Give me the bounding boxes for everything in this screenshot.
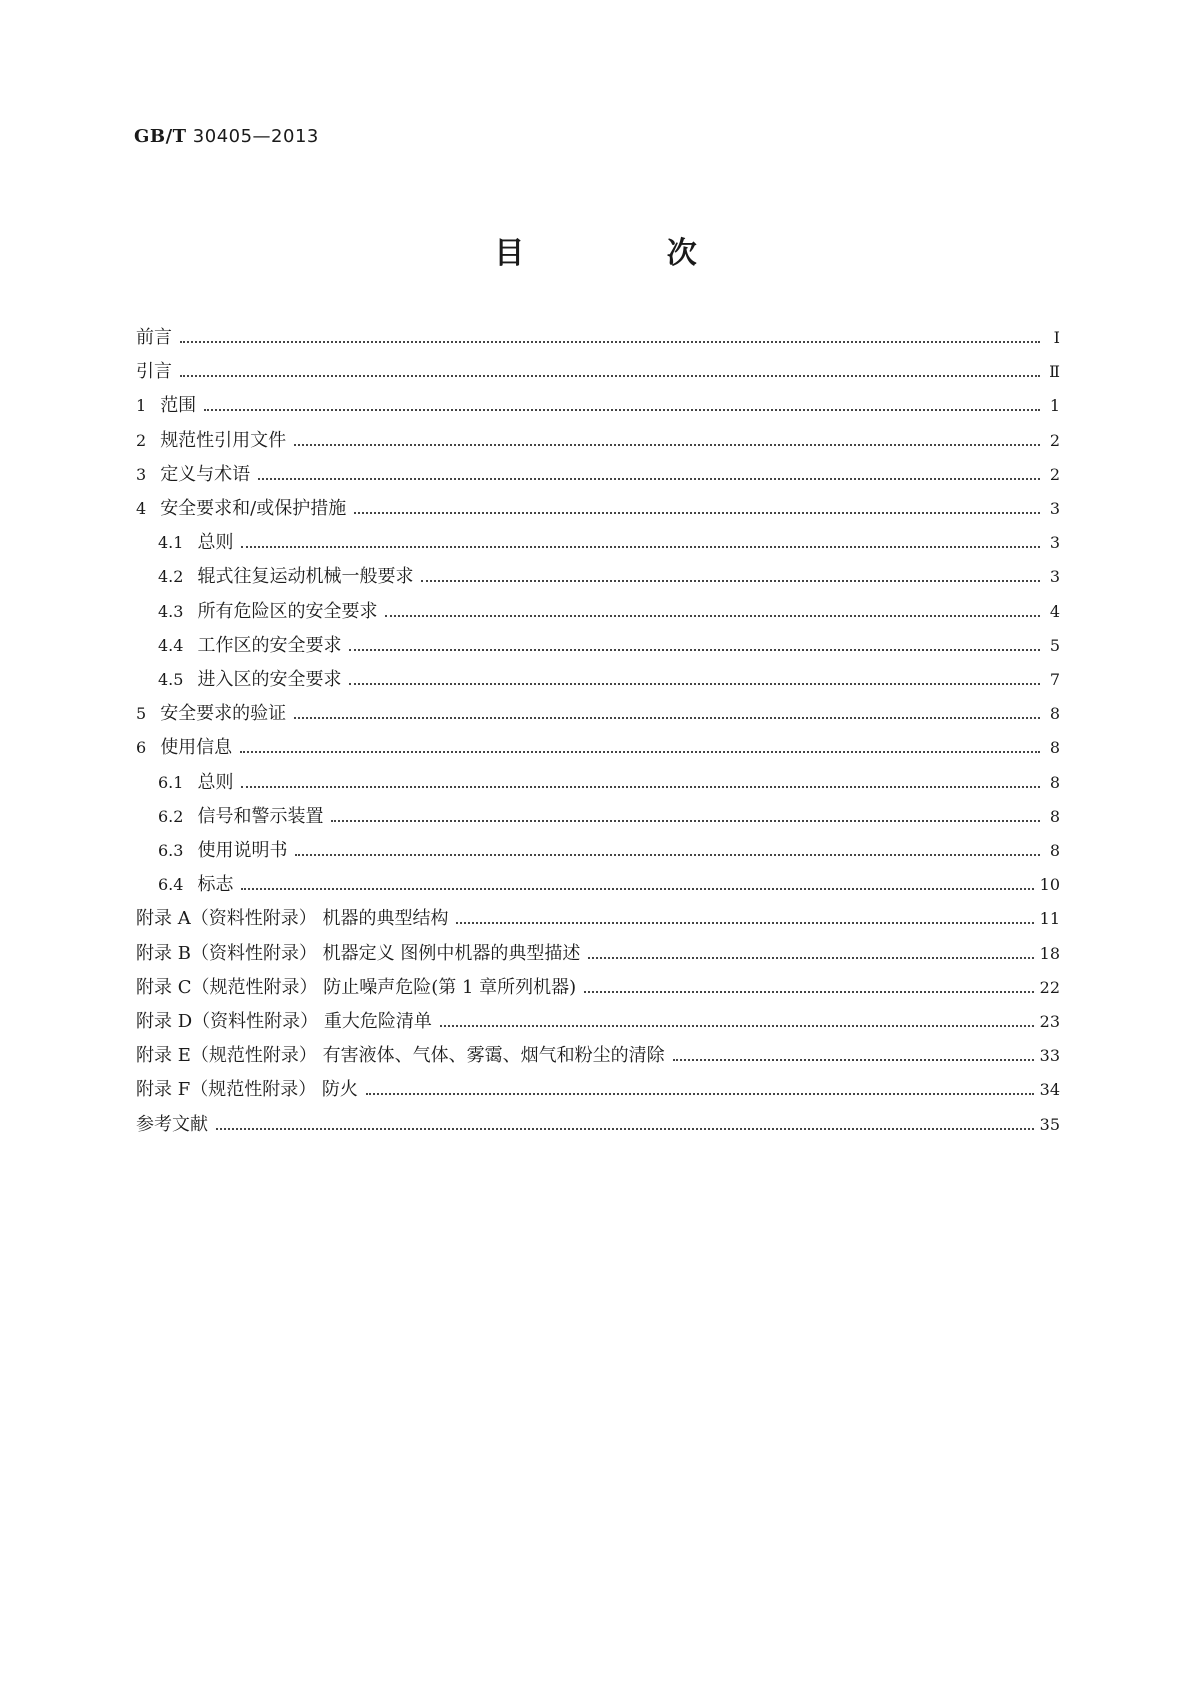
toc-entry-number: 3	[136, 464, 147, 484]
toc-entry-label: 进入区的安全要求	[197, 669, 342, 690]
toc-entry[interactable]	[136, 430, 1060, 452]
toc-entry[interactable]	[136, 977, 1060, 999]
toc-entry-number: 2	[136, 430, 147, 450]
toc-entry-label: 使用说明书	[197, 840, 288, 861]
toc-entry-label: 附录 C（规范性附录） 防止噪声危险(第 1 章所列机器)	[136, 976, 577, 998]
standard-code	[134, 126, 319, 147]
toc-entry-page: 1	[1049, 396, 1060, 416]
toc-entry-label: 工作区的安全要求	[197, 634, 342, 656]
toc-entry-page: 18	[1039, 943, 1060, 963]
toc-entry-page: 3	[1049, 567, 1060, 587]
toc-entry-label: 规范性引用文件	[160, 429, 287, 451]
toc-entry-label: 前言	[136, 327, 172, 348]
toc-dot-leader	[294, 443, 1040, 446]
toc-dot-leader	[241, 785, 1040, 788]
toc-entry-number: 4.4	[158, 635, 184, 655]
toc-entry-page: 10	[1039, 875, 1060, 895]
toc-dot-leader	[440, 1024, 1034, 1027]
toc-entry[interactable]	[136, 669, 1060, 691]
toc-entry[interactable]	[136, 1045, 1060, 1067]
toc-entry-label: 安全要求和/或保护措施	[160, 498, 347, 519]
toc-entry-page: 22	[1039, 977, 1060, 997]
toc-entry[interactable]	[136, 1114, 1060, 1136]
toc-entry[interactable]	[136, 806, 1060, 828]
toc-entry[interactable]	[136, 635, 1060, 657]
toc-dot-leader	[258, 477, 1040, 480]
toc-dot-leader	[349, 648, 1040, 651]
toc-entry-label: 范围	[160, 395, 197, 417]
toc-entry-page: 8	[1049, 738, 1060, 758]
toc-entry-label: 辊式往复运动机械一般要求	[197, 566, 414, 588]
toc-entry-page: 7	[1049, 670, 1060, 689]
toc-title: 目 次	[494, 236, 763, 271]
toc-dot-leader	[331, 819, 1040, 822]
toc-entry[interactable]	[136, 874, 1060, 896]
toc-entry-label: 安全要求的验证	[160, 703, 287, 725]
toc-entry-number: 6.3	[158, 841, 184, 860]
toc-entry-page: 34	[1039, 1080, 1060, 1100]
toc-dot-leader	[241, 887, 1033, 890]
toc-entry[interactable]	[136, 703, 1060, 725]
toc-entry-page: 8	[1049, 841, 1060, 860]
toc-entry-number: 4.2	[158, 567, 184, 587]
standard-number: 30405—2013	[192, 126, 319, 147]
toc-entry-label: 引言	[136, 361, 172, 383]
toc-dot-leader	[180, 374, 1040, 377]
toc-entry[interactable]	[136, 361, 1060, 383]
toc-entry-page: Ⅰ	[1053, 328, 1060, 347]
toc-entry-page: 2	[1049, 430, 1060, 450]
toc-entry-label: 所有危险区的安全要求	[197, 600, 378, 622]
toc-entry-number: 4.3	[158, 601, 184, 621]
toc-entry-label: 参考文献	[136, 1113, 208, 1135]
toc-entry-label: 标志	[197, 874, 234, 896]
toc-entry[interactable]	[136, 601, 1060, 623]
toc-entry-number: 4	[136, 499, 147, 518]
toc-entry-page: 2	[1049, 464, 1060, 484]
toc-entry-number: 4.1	[158, 533, 184, 553]
toc-entry-page: 3	[1049, 499, 1060, 518]
toc-entry-label: 信号和警示装置	[197, 805, 324, 827]
toc-dot-leader	[349, 682, 1040, 685]
toc-dot-leader	[421, 579, 1040, 582]
toc-entry-label: 附录 B（资料性附录） 机器定义 图例中机器的典型描述	[136, 942, 581, 964]
toc-entry[interactable]	[136, 1079, 1060, 1101]
toc-entry-number: 6.4	[158, 875, 184, 895]
toc-dot-leader	[240, 750, 1040, 753]
toc-entry-page: 8	[1049, 772, 1060, 792]
toc-entry-page: Ⅱ	[1049, 362, 1060, 382]
toc-entry-page: 3	[1049, 533, 1060, 553]
toc-entry-number: 6.1	[158, 772, 184, 792]
toc-entry-label: 附录 E（规范性附录） 有害液体、气体、雾霭、烟气和粉尘的清除	[136, 1045, 665, 1067]
toc-entry-number: 1	[136, 396, 147, 416]
toc-entry-number: 6	[136, 738, 147, 758]
toc-dot-leader	[385, 614, 1040, 617]
toc-entry[interactable]	[136, 840, 1060, 862]
toc-entry-label: 定义与术语	[160, 463, 251, 485]
toc-dot-leader	[588, 956, 1033, 959]
toc-dot-leader	[295, 853, 1040, 856]
toc-entry[interactable]	[136, 464, 1060, 486]
toc-entry-number: 6.2	[158, 806, 184, 826]
toc-entry[interactable]	[136, 395, 1060, 417]
toc-entry-page: 35	[1039, 1114, 1060, 1134]
toc-dot-leader	[216, 1127, 1034, 1130]
toc-dot-leader	[354, 511, 1040, 514]
toc-entry-label: 使用信息	[160, 737, 233, 759]
toc-entry-label: 总则	[197, 532, 234, 554]
standard-prefix: GB/T	[134, 126, 187, 147]
toc-entry[interactable]	[136, 498, 1060, 520]
toc-dot-leader	[366, 1092, 1034, 1095]
toc-entry-page: 8	[1049, 704, 1060, 724]
toc-entry-page: 8	[1049, 806, 1060, 826]
toc-entry[interactable]	[136, 737, 1060, 759]
toc-entry-page: 5	[1049, 635, 1060, 655]
toc-entry-label: 附录 F（规范性附录） 防火	[136, 1079, 358, 1101]
toc-entry-label: 附录 A（资料性附录） 机器的典型结构	[136, 908, 449, 930]
toc-dot-leader	[294, 716, 1040, 719]
toc-entry[interactable]	[136, 772, 1060, 794]
toc-entry-number: 4.5	[158, 670, 184, 689]
toc-entry[interactable]	[136, 1011, 1060, 1033]
toc-entry-label: 总则	[197, 771, 234, 793]
toc-entry-page: 11	[1039, 909, 1060, 929]
toc-entry-page: 23	[1039, 1012, 1060, 1031]
toc-entry[interactable]	[136, 532, 1060, 554]
toc-entry-page: 4	[1049, 601, 1060, 621]
toc-dot-leader	[584, 990, 1033, 993]
toc-entry[interactable]	[136, 327, 1060, 349]
toc-dot-leader	[673, 1058, 1034, 1061]
toc-entry[interactable]	[136, 943, 1060, 965]
toc-entry[interactable]	[136, 908, 1060, 930]
toc-dot-leader	[180, 340, 1040, 343]
toc-entry[interactable]	[136, 566, 1060, 588]
toc-entry-label: 附录 D（资料性附录） 重大危险清单	[136, 1011, 432, 1032]
toc-dot-leader	[241, 545, 1040, 548]
toc-entry-page: 33	[1039, 1046, 1060, 1066]
toc-dot-leader	[456, 921, 1033, 924]
toc-dot-leader	[204, 408, 1040, 411]
toc-entry-number: 5	[136, 704, 147, 724]
